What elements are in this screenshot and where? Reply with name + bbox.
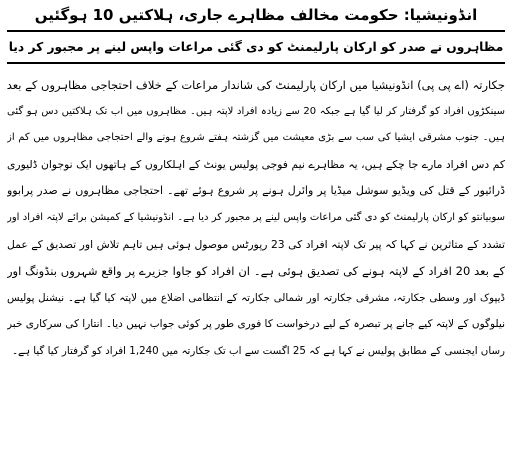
body-line: نیلوگوں کے لاپتہ کیے جانے پر تبصرہ کے لیے درخواست کا فوری طور پر کوئی جواب نہیں دیا۔ انتارا کی سرکاری خبر bbox=[7, 318, 505, 331]
subheadline-divider bbox=[7, 62, 505, 64]
body-line: سینکڑوں افراد کو گرفتار کر لیا گیا ہے جبکہ 20 سے زیادہ افراد لاپتہ ہیں۔ مظاہروں میں اب تک ہلاکتیں دس ہو گئی bbox=[7, 105, 505, 117]
body-line: تشدد کے متاثرین نے کہا کہ پیر تک لاپتہ افراد کی 23 رپورٹس موصول ہوئی ہیں تاہم تلاش اور تصدیق کے عمل bbox=[7, 237, 505, 251]
body-line: جکارتہ (اے پی پی) انڈونیشیا میں ارکان پارلیمنٹ کی شاندار مراعات کے خلاف احتجاجی مظاہروں کے بعد bbox=[7, 78, 505, 92]
body-line: کے بعد 20 افراد کے لاپتہ ہونے کی تصدیق ہوئی ہے۔ ان افراد کو جاوا جزیرے پر واقع شہروں بنڈونگ اور bbox=[7, 264, 505, 279]
body-line: ڈیپوک اور وسطی جکارتہ، مشرقی جکارتہ اور شمالی جکارتہ کے انتظامی اضلاع میں لاپتہ کیا گیا ہے۔ نیشنل پولیس bbox=[7, 291, 505, 304]
body-line: ہیں۔ جنوب مشرقی ایشیا کی سب سے بڑی معیشت میں گزشتہ ہفتے شروع ہونے والے احتجاجی مظاہروں میں کم از bbox=[7, 132, 505, 144]
body-line: رساں ایجنسی کے مطابق پولیس نے کہا ہے کہ 25 اگست سے اب تک جکارتہ میں 1,240 افراد کو گرفتار کیا گیا ہے۔ bbox=[11, 344, 505, 357]
article-body bbox=[7, 72, 505, 365]
article-subheadline: مظاہروں نے صدر کو ارکان پارلیمنٹ کو دی گئی مراعات واپس لینے پر مجبور کر دیا bbox=[8, 40, 504, 54]
body-line: ڈرائیور کے قتل کی ویڈیو سوشل میڈیا پر وائرل ہونے پر شروع ہوئے تھے۔ احتجاجی مظاہروں نے صدر پرابوو bbox=[7, 184, 505, 198]
body-line: سوبیانتو کو ارکان پارلیمنٹ کو دی گئی مراعات واپس لینے پر مجبور کر دیا ہے۔ انڈونیشیا کے کمیشن برائے لاپتہ افراد اور bbox=[7, 211, 505, 223]
body-line: کم دس افراد مارے جا چکے ہیں، یہ مظاہرے نیم فوجی پولیس یونٹ کے اہلکاروں کے ہاتھوں ایک نوجوان ڈلیوری bbox=[7, 157, 505, 171]
article-headline: انڈونیشیا: حکومت مخالف مظاہرے جاری، ہلاکتیں 10 ہوگئیں bbox=[34, 6, 478, 24]
